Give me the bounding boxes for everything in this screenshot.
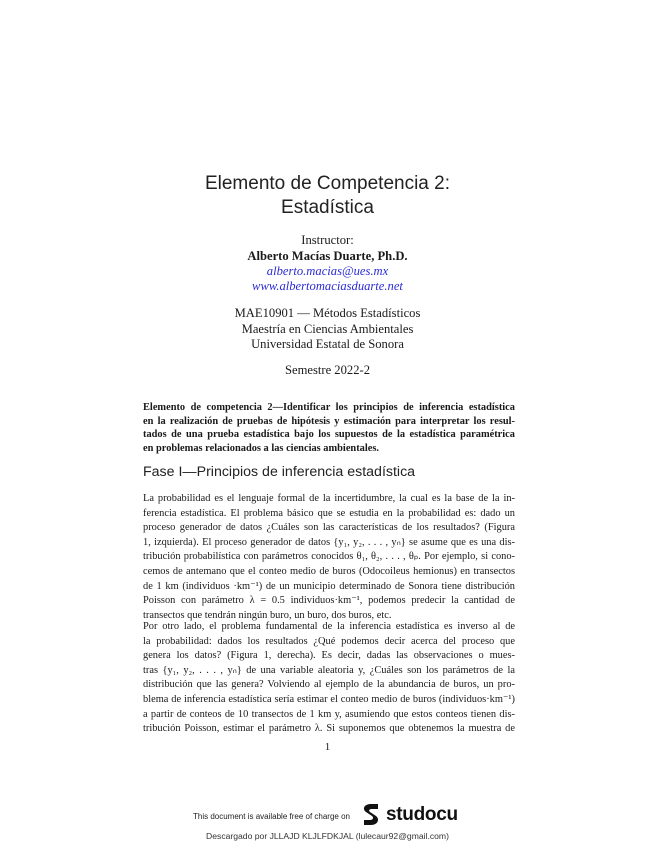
paragraph-line: transectos que tendrán ningún buro, un buro, dos buros, etc. bbox=[143, 609, 392, 621]
program-name: Maestría en Ciencias Ambientales bbox=[241, 322, 414, 336]
studocu-wordmark: studocu bbox=[386, 804, 458, 825]
course-code: MAE10901 — Métodos Estadísticos bbox=[234, 306, 421, 320]
paragraph-1 bbox=[143, 492, 515, 623]
paragraph-line: 1, izquierda). El proceso generador de datos {y₁, y₂, . . . , yₙ} se asume que es una dis- bbox=[143, 536, 515, 548]
paragraph-line: blema de inferencia estadística sería estimar el conteo medio de buros (individuos·km⁻¹) bbox=[143, 693, 515, 705]
abstract-line: tados de una prueba estadística bajo los supuestos de la estadística paramétrica bbox=[143, 429, 515, 441]
abstract-line: en la realización de pruebas de hipótesis y estimación para interpretar los resul- bbox=[143, 415, 515, 427]
document-title-line2: Estadística bbox=[281, 197, 374, 218]
paragraph-line: la probabilidad: dados los resultados ¿Qué podemos decir acerca del proceso que bbox=[143, 635, 515, 647]
author-name: Alberto Macías Duarte, Ph.D. bbox=[247, 249, 408, 263]
author-email-link[interactable]: alberto.macias@ues.mx bbox=[266, 264, 389, 278]
paragraph-line: cemos de antemano que el conteo medio de buros (Odocoileus hemionus) en transectos bbox=[143, 565, 515, 577]
paragraph-line: Por otro lado, el problema fundamental de la inferencia estadística es inverso al de bbox=[143, 621, 515, 632]
paragraph-line: a partir de conteos de 10 transectos de 1 km y, asumiendo que estos conteos tienen dis- bbox=[143, 708, 515, 720]
paragraph-line: La probabilidad es el lenguaje formal de la incertidumbre, la cual es la base de la in- bbox=[143, 493, 515, 504]
paragraph-2 bbox=[143, 620, 515, 737]
abstract-line: en problemas relacionados a las ciencias ambientales. bbox=[143, 442, 380, 454]
paragraph-line: proceso generador de datos ¿Cuáles son las características de los resultados? (Figura bbox=[143, 522, 515, 534]
paragraph-line: Poisson con parámetro λ = 0.5 individuos·km⁻¹, podemos predecir la cantidad de bbox=[143, 595, 515, 607]
download-notice: Descargado por JLLAJD KLJLFDKJAL (lulecaur92@gmail.com) bbox=[206, 831, 449, 841]
page-number: 1 bbox=[324, 741, 331, 753]
university-name: Universidad Estatal de Sonora bbox=[251, 337, 404, 351]
abstract-line: Elemento de competencia 2—Identificar los principios de inferencia estadística bbox=[143, 402, 515, 413]
instructor-label: Instructor: bbox=[301, 233, 354, 247]
paragraph-line: genera los datos? (Figura 1, derecha). Es decir, dadas las observaciones o mues- bbox=[143, 650, 515, 662]
semester: Semestre 2022-2 bbox=[285, 363, 370, 377]
paragraph-line: ferencia estadística. El problema básico que se estudia en la probabilidad es: dado un bbox=[143, 507, 515, 519]
studocu-mark-icon bbox=[360, 803, 382, 827]
paragraph-line: distribución que las genera? Volviendo al ejemplo de la abundancia de buros, un pro- bbox=[143, 679, 515, 691]
document-title-line1: Elemento de Competencia 2: bbox=[204, 173, 451, 194]
studocu-logo[interactable] bbox=[360, 803, 458, 827]
paragraph-line: tras {y₁, y₂, . . . , yₙ} de una variable aleatoria y, ¿Cuáles son los parámetros de la bbox=[143, 664, 515, 676]
abstract bbox=[143, 401, 515, 455]
paragraph-line: tribución probabilística con parámetros conocidos θ₁, θ₂, . . . , θₚ. Por ejemplo, si cono- bbox=[143, 551, 515, 563]
paragraph-line: tribución Poisson, estimar el parámetro λ. Si suponemos que obtenemos la muestra de bbox=[143, 723, 515, 735]
author-website-link[interactable]: www.albertomaciasduarte.net bbox=[252, 279, 403, 293]
availability-notice: This document is available free of charge on bbox=[193, 812, 350, 821]
section-heading: Fase I—Principios de inferencia estadística bbox=[143, 464, 416, 480]
paragraph-line: de 1 km (individuos ·km⁻¹) de un municipio determinado de Sonora tiene distribución bbox=[143, 580, 515, 592]
